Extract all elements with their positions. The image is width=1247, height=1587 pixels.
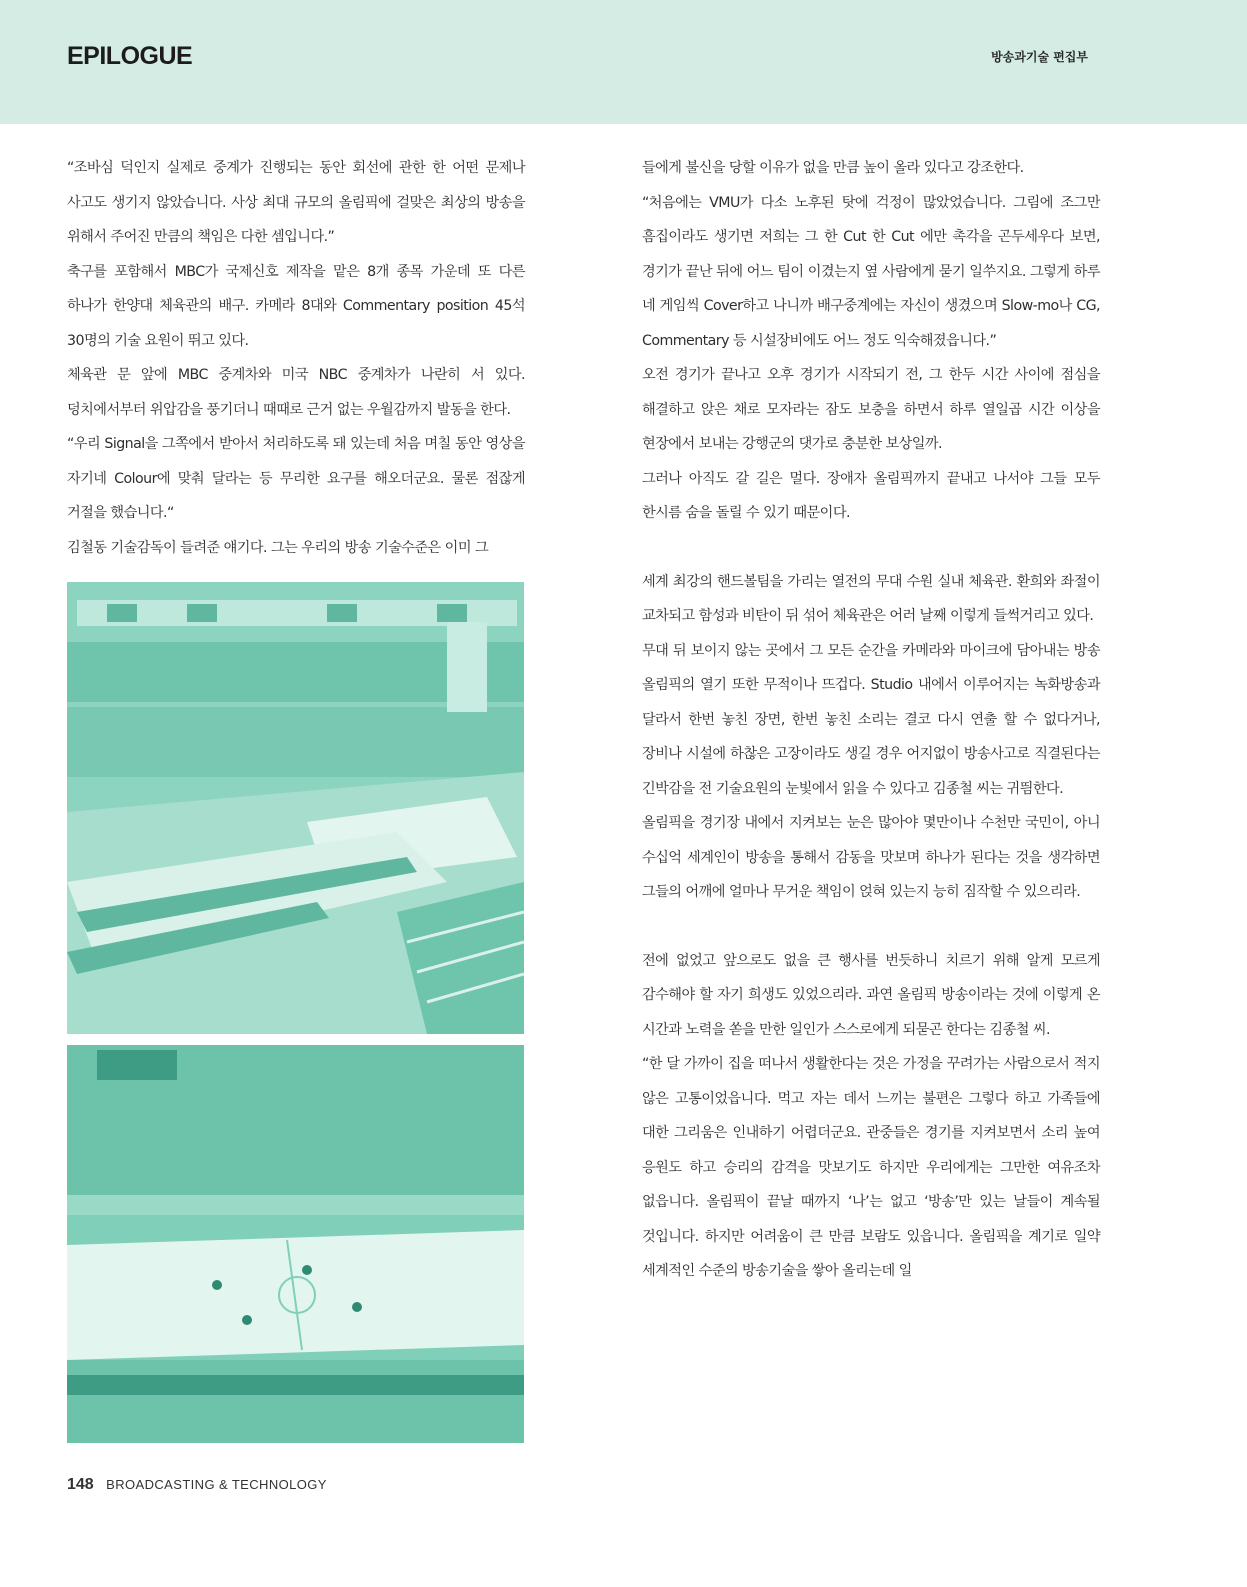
page-number: 148	[67, 1476, 94, 1493]
paragraph: 세계 최강의 핸드볼팀을 가리는 열전의 무대 수원 실내 체육관. 환희와 좌절이 교차되고 함성과 비탄이 뒤 섞어 체육관은 어러 날째 이렇게 들썩거리고 있다.	[642, 573, 1100, 624]
right-column	[642, 151, 1100, 1289]
page-footer	[67, 1476, 327, 1494]
arena-seating-photo	[67, 582, 524, 1034]
paragraph: 들에게 불신을 당할 이유가 없을 만큼 높이 올라 있다고 강조한다.	[642, 160, 1024, 176]
section-title: EPILOGUE	[67, 42, 193, 70]
paragraph: 체육관 문 앞에 MBC 중계차와 미국 NBC 중계차가 나란히 서 있다. 덩치에서부터 위압감을 풍기더니 때때로 근거 없는 우월감까지 발동을 한다.	[67, 367, 525, 418]
paragraph: 오전 경기가 끝나고 오후 경기가 시작되기 전, 그 한두 시간 사이에 점심을 해결하고 앉은 채로 모자라는 잠도 보충을 하면서 하루 열일곱 시간 이상을 현장에서 보내는 강행군의 댓가로 충분한 보상일까.	[642, 367, 1100, 452]
paragraph: “우리 Signal을 그쪽에서 받아서 처리하도록 돼 있는데 처음 며칠 동안 영상을 자기네 Colour에 맞춰 달라는 등 무리한 요구를 해오더군요. 물론 점잖게 거절을 했습니다.“	[67, 436, 525, 521]
publisher-label: 방송과기술 편집부	[991, 50, 1088, 64]
left-column	[67, 151, 525, 565]
paragraph: 김철동 기술감독이 들려준 얘기다. 그는 우리의 방송 기술수준은 이미 그	[67, 539, 489, 556]
handball-court-photo	[67, 1045, 524, 1443]
paragraph: 그러나 아직도 갈 길은 멀다. 장애자 올림픽까지 끝내고 나서야 그들 모두 한시름 숨을 돌릴 수 있기 때문이다.	[642, 470, 1100, 521]
paragraph: 전에 없었고 앞으로도 없을 큰 행사를 번듯하니 치르기 위해 알게 모르게 감수해야 할 자기 희생도 있었으리라. 과연 올림픽 방송이라는 것에 이렇게 온 시간과 노력을 쏟을 만한 일인가 스스로에게 되묻곤 한다는 김종철 씨.	[642, 952, 1100, 1038]
paragraph: 무대 뒤 보이지 않는 곳에서 그 모든 순간을 카메라와 마이크에 담아내는 방송 올림픽의 열기 또한 무적이나 뜨겁다. Studio 내에서 이루어지는 녹화방송과 달라서 한번 놓친 장면, 한번 놓친 소리는 결코 다시 연출 할 수 없다거나, 장비나 시설에 하찮은 고장이라도 생길 경우 어지없이 방송사고로 직결된다는 긴박감을 전 기술요원의 눈빛에서 읽을 수 있다고 김종철 씨는 귀띔한다.	[642, 642, 1100, 797]
paragraph: 축구를 포함해서 MBC가 국제신호 제작을 맡은 8개 종목 가운데 또 다른 하나가 한양대 체육관의 배구. 카메라 8대와 Commentary position 45석 30명의 기술 요원이 뛰고 있다.	[67, 263, 525, 349]
paragraph: “조바심 덕인지 실제로 중계가 진행되는 동안 회선에 관한 한 어떤 문제나 사고도 생기지 않았습니다. 사상 최대 규모의 올림픽에 걸맞은 최상의 방송을 위해서 주어진 만큼의 책임은 다한 셈입니다.”	[67, 160, 525, 245]
paragraph: “처음에는 VMU가 다소 노후된 탓에 걱정이 많았었습니다. 그림에 조그만 흠집이라도 생기면 저희는 그 한 Cut 한 Cut 에만 촉각을 곤두세우다 보면, 경기가 끝난 뒤에 어느 팀이 이겼는지 옆 사람에게 묻기 일쑤지요. 그렇게 하루 네 게임씩 Cover하고 나니까 배구중계에는 자신이 생겼으며 Slow-mo나 CG, Commentary 등 시설장비에도 어느 정도 익숙해졌읍니다.”	[642, 194, 1100, 349]
paragraph: “한 달 가까이 집을 떠나서 생활한다는 것은 가정을 꾸려가는 사람으로서 적지 않은 고통이었읍니다. 먹고 자는 데서 느끼는 불편은 그렇다 하고 가족들에 대한 그리움은 인내하기 어렵더군요. 관중들은 경기를 지켜보면서 소리 높여 응원도 하고 승리의 감격을 맛보기도 하지만 우리에게는 그만한 여유조차 없읍니다. 올림픽이 끝날 때까지 ‘나’는 없고 ‘방송’만 있는 날들이 계속될 것입니다. 하지만 어려움이 큰 만큼 보람도 있읍니다. 올림픽을 계기로 일약 세계적인 수준의 방송기술을 쌓아 올리는데 일	[642, 1056, 1100, 1279]
magazine-name: BROADCASTING & TECHNOLOGY	[106, 1477, 327, 1492]
paragraph: 올림픽을 경기장 내에서 지켜보는 눈은 많아야 몇만이나 수천만 국민이, 아니 수십억 세계인이 방송을 통해서 감동을 맛보며 하나가 된다는 것을 생각하면 그들의 어깨에 얼마나 무거운 책임이 얹혀 있는지 능히 짐작할 수 있으리라.	[642, 815, 1100, 900]
